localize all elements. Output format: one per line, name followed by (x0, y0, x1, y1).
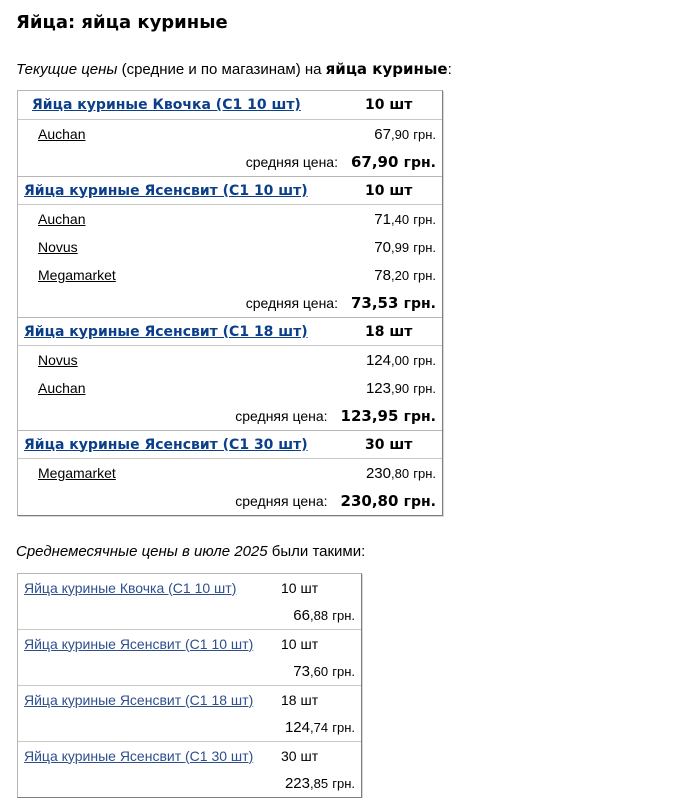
product-offers (18, 345, 442, 430)
product-name-cell (18, 324, 362, 340)
product-offers (18, 204, 442, 317)
monthly-price (285, 719, 355, 736)
price-integer: 124 (365, 351, 391, 369)
average-price (341, 492, 436, 510)
monthly-price-row (24, 713, 355, 741)
price-fraction: ,90 (390, 126, 410, 142)
average-price (351, 153, 436, 171)
monthly-prices-table (17, 573, 362, 798)
price-fraction: ,20 (390, 267, 410, 283)
product-header (18, 430, 442, 458)
monthly-item-header (24, 742, 355, 769)
monthly-quantity: 18 шт (281, 691, 319, 708)
monthly-item-header (24, 574, 355, 601)
price-currency: грн. (413, 465, 436, 481)
monthly-price-currency: грн. (332, 775, 355, 791)
monthly-price (293, 663, 355, 680)
product-link[interactable]: Яйца куриные Ясенсвит (С1 30 шт) (24, 436, 308, 453)
monthly-price-integer: 223 (284, 774, 310, 792)
current-prices-table (17, 90, 443, 516)
shop-name-cell (38, 211, 374, 227)
average-price-value: 230,80 (340, 492, 399, 510)
product-name-cell (18, 437, 362, 453)
monthly-item-header (24, 686, 355, 713)
average-price-currency: грн. (403, 155, 436, 171)
average-price-label: средняя цена: (245, 154, 338, 170)
average-price-label: средняя цена: (245, 295, 338, 311)
shop-link[interactable]: Auchan (38, 126, 86, 142)
monthly-price-fraction: ,60 (309, 663, 329, 679)
average-price-currency: грн. (403, 296, 436, 312)
average-price-label: средняя цена: (235, 493, 328, 509)
price-currency: грн. (413, 267, 436, 283)
average-price (351, 294, 436, 312)
monthly-name-cell (24, 748, 271, 764)
product-offers (18, 119, 442, 176)
product-quantity: 30 шт (365, 436, 413, 453)
average-price-row (38, 402, 436, 430)
shop-link[interactable]: Novus (38, 352, 78, 368)
shop-row (38, 233, 436, 261)
shop-price (374, 239, 436, 256)
monthly-product-link[interactable]: Яйца куриные Ясенсвит (С1 18 шт) (24, 691, 254, 708)
product-header (18, 317, 442, 345)
monthly-product-link[interactable]: Яйца куриные Ясенсвит (С1 30 шт) (24, 747, 254, 764)
price-integer: 67 (374, 125, 391, 143)
monthly-intro-italic: Среднемесячные цены в июле 2025 (16, 543, 268, 560)
shop-row (38, 261, 436, 289)
price-currency: грн. (413, 239, 436, 255)
product-header (18, 176, 442, 204)
price-currency: грн. (413, 126, 436, 142)
page-title: Яйца: яйца куриные (16, 12, 228, 33)
monthly-price-fraction: ,88 (309, 607, 329, 623)
average-price-value: 67,90 (350, 153, 399, 171)
monthly-price-row (24, 601, 355, 629)
intro-mid: (средние и по магазинам) на (117, 61, 326, 78)
price-integer: 230 (365, 464, 391, 482)
product-header (18, 91, 442, 119)
monthly-price-row (24, 769, 355, 797)
shop-price (366, 465, 436, 482)
monthly-quantity: 30 шт (281, 747, 319, 764)
average-price-row (38, 289, 436, 317)
average-price (341, 407, 436, 425)
average-price-value: 73,53 (350, 294, 399, 312)
monthly-price-currency: грн. (332, 663, 355, 679)
price-fraction: ,40 (390, 211, 410, 227)
monthly-name-cell (24, 692, 271, 708)
average-price-currency: грн. (403, 409, 436, 425)
shop-name-cell (38, 239, 374, 255)
monthly-price-currency: грн. (332, 719, 355, 735)
shop-price (366, 380, 436, 397)
monthly-product-link[interactable]: Яйца куриные Квочка (С1 10 шт) (24, 579, 237, 596)
monthly-item-header (24, 630, 355, 657)
product-quantity: 18 шт (365, 323, 413, 340)
monthly-prices-intro (16, 542, 673, 562)
monthly-name-cell (24, 580, 271, 596)
intro-italic: Текущие цены (16, 61, 118, 78)
shop-price (366, 352, 436, 369)
product-name-cell (18, 183, 362, 199)
monthly-price (285, 775, 355, 792)
monthly-item (18, 741, 361, 797)
average-price-row (38, 148, 436, 176)
shop-link[interactable]: Novus (38, 239, 78, 255)
shop-row (38, 346, 436, 374)
shop-name-cell (38, 126, 374, 142)
average-price-value: 123,95 (340, 407, 399, 425)
price-integer: 70 (374, 238, 391, 256)
monthly-price-row (24, 657, 355, 685)
shop-price (374, 267, 436, 284)
shop-price (374, 126, 436, 143)
monthly-price-integer: 73 (293, 662, 310, 680)
monthly-item (18, 685, 361, 741)
price-currency: грн. (413, 352, 436, 368)
shop-name-cell (38, 352, 366, 368)
price-integer: 123 (365, 379, 391, 397)
shop-link[interactable]: Auchan (38, 380, 86, 396)
monthly-item (18, 574, 361, 629)
monthly-name-cell (24, 636, 271, 652)
monthly-item (18, 629, 361, 685)
shop-row (38, 205, 436, 233)
current-prices-intro (16, 59, 673, 80)
average-price-row (38, 487, 436, 515)
product-offers (18, 458, 442, 515)
price-currency: грн. (413, 211, 436, 227)
product-name-cell (18, 97, 362, 113)
shop-name-cell (38, 465, 366, 481)
average-price-currency: грн. (403, 494, 436, 510)
monthly-intro-end: были такими: (267, 543, 366, 560)
product-link[interactable]: Яйца куриные Ясенсвит (С1 10 шт) (24, 182, 308, 199)
shop-link[interactable]: Megamarket (38, 267, 116, 283)
price-fraction: ,99 (390, 239, 410, 255)
average-price-label: средняя цена: (235, 408, 328, 424)
shop-row (38, 459, 436, 487)
monthly-quantity: 10 шт (281, 579, 319, 596)
shop-price (374, 211, 436, 228)
shop-link[interactable]: Auchan (38, 211, 86, 227)
shop-row (38, 374, 436, 402)
shop-link[interactable]: Megamarket (38, 465, 116, 481)
intro-bold: яйца куриные (325, 60, 448, 78)
monthly-price-fraction: ,85 (309, 775, 329, 791)
product-quantity: 10 шт (365, 182, 413, 199)
product-quantity: 10 шт (365, 97, 413, 113)
monthly-price (293, 607, 355, 624)
price-fraction: ,00 (390, 352, 410, 368)
intro-end: : (447, 61, 452, 78)
monthly-price-currency: грн. (332, 607, 355, 623)
shop-name-cell (38, 380, 366, 396)
monthly-product-link[interactable]: Яйца куриные Ясенсвит (С1 10 шт) (24, 635, 254, 652)
shop-row (38, 120, 436, 148)
price-integer: 78 (374, 266, 391, 284)
shop-name-cell (38, 267, 374, 283)
monthly-quantity: 10 шт (281, 635, 319, 652)
price-currency: грн. (413, 380, 436, 396)
price-fraction: ,80 (390, 465, 410, 481)
product-link[interactable]: Яйца куриные Ясенсвит (С1 18 шт) (24, 323, 308, 340)
product-link[interactable]: Яйца куриные Квочка (С1 10 шт) (32, 97, 301, 113)
monthly-price-integer: 66 (293, 606, 310, 624)
price-fraction: ,90 (390, 380, 410, 396)
price-integer: 71 (374, 210, 391, 228)
monthly-price-integer: 124 (284, 718, 310, 736)
monthly-price-fraction: ,74 (309, 719, 329, 735)
